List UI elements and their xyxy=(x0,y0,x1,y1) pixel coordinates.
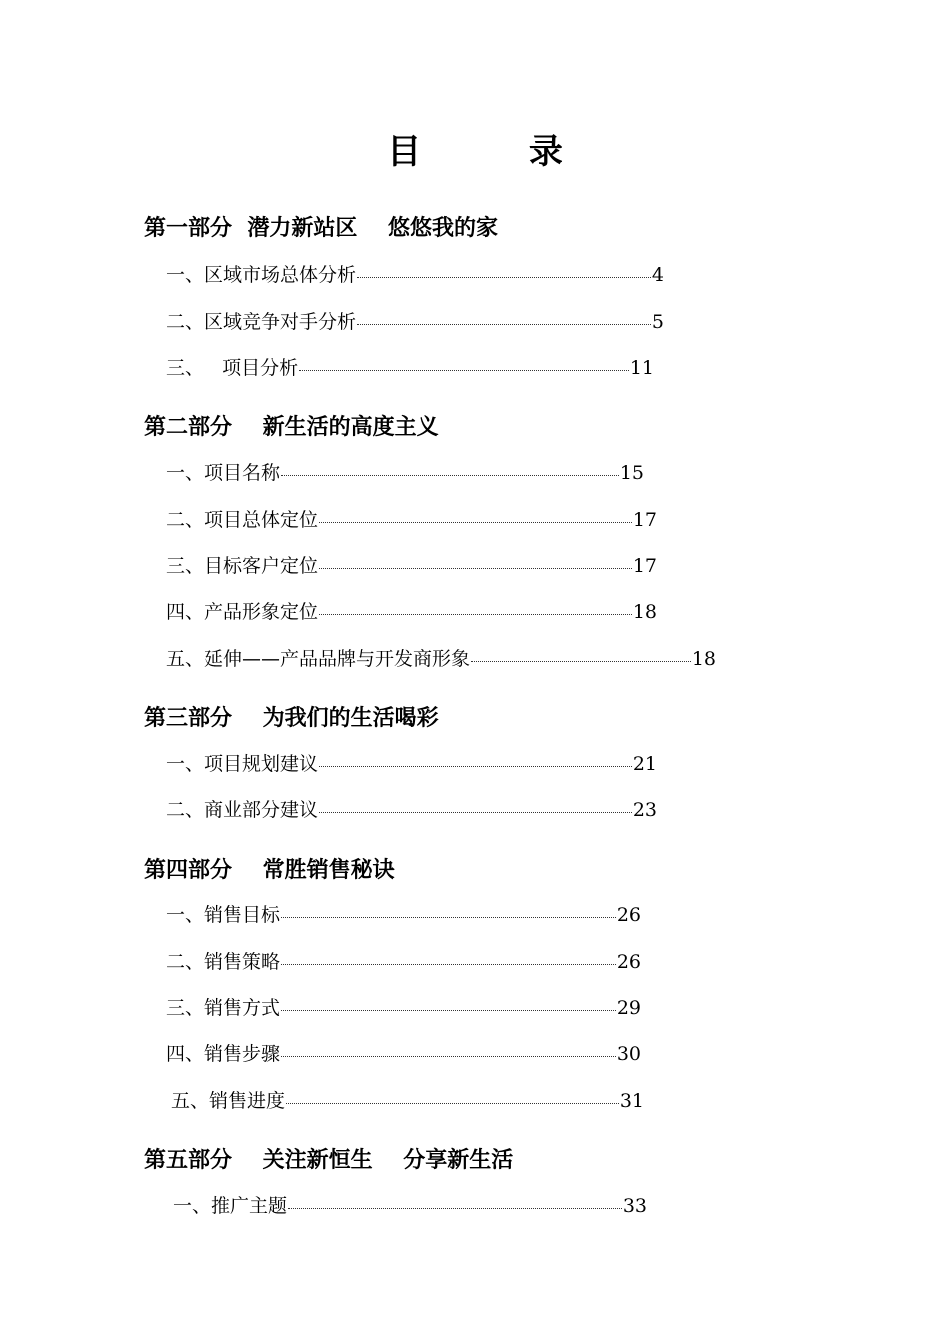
toc-entry-page: 11 xyxy=(629,357,654,379)
toc-entry-label: 一、项目规划建议 xyxy=(166,753,319,775)
toc-entry[interactable] xyxy=(166,644,716,671)
toc-entry-page: 17 xyxy=(632,555,657,577)
dot-leader xyxy=(319,522,632,523)
toc-entry-page: 5 xyxy=(651,311,664,333)
toc-entry[interactable] xyxy=(166,993,641,1020)
page-title: 目 录 xyxy=(387,132,611,172)
dot-leader xyxy=(281,475,619,476)
dot-leader xyxy=(281,1056,616,1057)
toc-entry-page: 26 xyxy=(616,904,641,926)
toc-entry-page: 33 xyxy=(622,1195,647,1217)
toc-entry-page: 15 xyxy=(619,462,644,484)
toc-entry-page: 17 xyxy=(632,509,657,531)
part-heading: 第三部分 为我们的生活喝彩 xyxy=(144,706,439,731)
toc-entry-label: 一、销售目标 xyxy=(166,904,281,926)
toc-entry[interactable] xyxy=(166,458,644,485)
dot-leader xyxy=(299,370,629,371)
toc-entry-label: 五、销售进度 xyxy=(171,1090,286,1112)
toc-entry-label: 一、推广主题 xyxy=(173,1195,288,1217)
toc-entry-label: 三、销售方式 xyxy=(166,997,281,1019)
dot-leader xyxy=(319,766,632,767)
dot-leader xyxy=(319,614,632,615)
toc-entry[interactable] xyxy=(166,795,657,822)
toc-entry[interactable] xyxy=(171,1086,644,1113)
toc-entry-label: 二、商业部分建议 xyxy=(166,799,319,821)
toc-entry[interactable] xyxy=(166,353,654,380)
toc-entry-label: 一、区域市场总体分析 xyxy=(166,264,357,286)
toc-entry-page: 30 xyxy=(616,1043,641,1065)
toc-entry-label: 四、销售步骤 xyxy=(166,1043,281,1065)
toc-entry-page: 21 xyxy=(632,753,657,775)
toc-entry[interactable] xyxy=(166,597,657,624)
dot-leader xyxy=(286,1103,619,1104)
toc-entry[interactable] xyxy=(166,551,657,578)
dot-leader xyxy=(319,812,632,813)
dot-leader xyxy=(357,324,651,325)
toc-entry-page: 23 xyxy=(632,799,657,821)
toc-entry-page: 18 xyxy=(632,601,657,623)
toc-entry-label: 五、延伸——产品品牌与开发商形象 xyxy=(166,648,471,670)
toc-entry[interactable] xyxy=(166,1039,641,1066)
toc-entry-label: 三、 项目分析 xyxy=(166,357,299,379)
toc-entry-page: 26 xyxy=(616,951,641,973)
toc-entry[interactable] xyxy=(166,947,641,974)
toc-entry[interactable] xyxy=(166,749,657,776)
toc-entry-page: 31 xyxy=(619,1090,644,1112)
toc-entry-label: 三、目标客户定位 xyxy=(166,555,319,577)
toc-entry[interactable] xyxy=(166,307,664,334)
toc-entry-label: 二、销售策略 xyxy=(166,951,281,973)
dot-leader xyxy=(288,1208,622,1209)
dot-leader xyxy=(471,661,691,662)
dot-leader xyxy=(281,964,616,965)
part-heading: 第二部分 新生活的高度主义 xyxy=(144,415,439,440)
toc-entry-page: 18 xyxy=(691,648,716,670)
toc-entry-label: 四、产品形象定位 xyxy=(166,601,319,623)
toc-entry-label: 二、区域竞争对手分析 xyxy=(166,311,357,333)
part-heading: 第一部分 潜力新站区 悠悠我的家 xyxy=(144,216,498,241)
toc-entry-page: 4 xyxy=(651,264,664,286)
toc-entry[interactable] xyxy=(166,900,641,927)
toc-entry-label: 一、项目名称 xyxy=(166,462,281,484)
dot-leader xyxy=(281,917,616,918)
dot-leader xyxy=(357,277,651,278)
part-heading: 第四部分 常胜销售秘诀 xyxy=(144,858,395,883)
part-heading: 第五部分 关注新恒生 分享新生活 xyxy=(144,1148,514,1173)
toc-entry[interactable] xyxy=(173,1191,647,1218)
dot-leader xyxy=(281,1010,616,1011)
toc-entry-page: 29 xyxy=(616,997,641,1019)
toc-entry-label: 二、项目总体定位 xyxy=(166,509,319,531)
toc-entry[interactable] xyxy=(166,505,657,532)
toc-entry[interactable] xyxy=(166,260,664,287)
dot-leader xyxy=(319,568,632,569)
